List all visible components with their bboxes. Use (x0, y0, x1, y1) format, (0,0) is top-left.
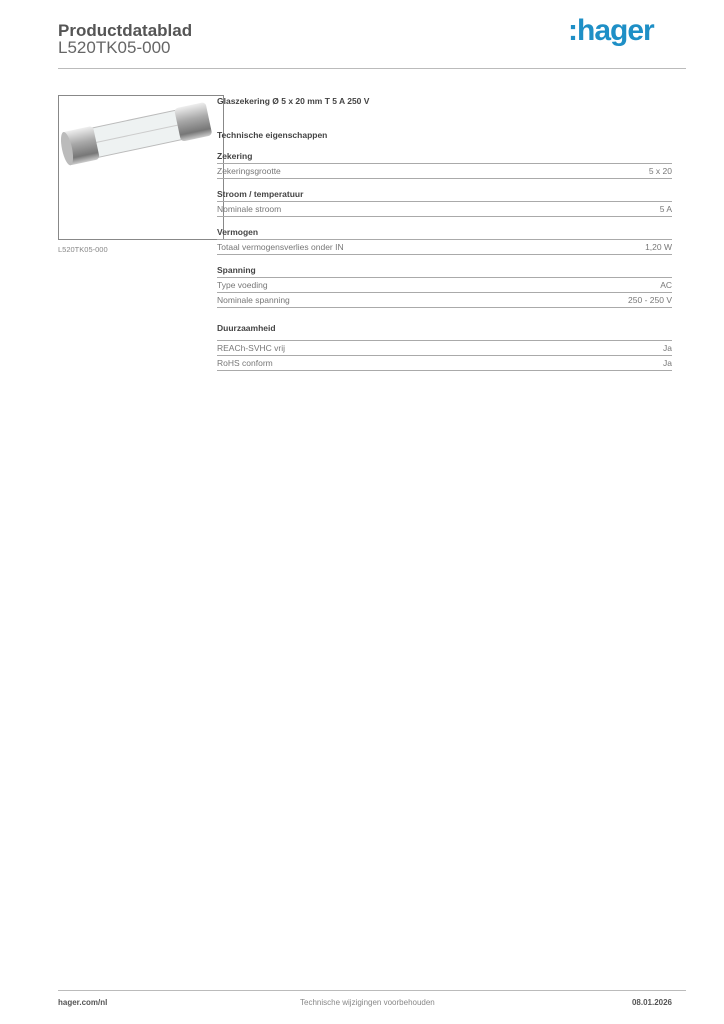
footer-divider (58, 990, 686, 991)
spec-row (217, 341, 672, 356)
spec-value: 5 A (659, 204, 672, 214)
product-image (58, 95, 224, 240)
spec-label: REACh-SVHC vrij (217, 343, 286, 353)
spec-section (217, 264, 672, 308)
technical-properties-title: Technische eigenschappen (217, 130, 328, 140)
section-title: Zekering (217, 150, 672, 164)
spec-section (217, 322, 672, 371)
section-title: Vermogen (217, 226, 672, 240)
spec-row (217, 356, 672, 371)
header-divider (58, 68, 686, 69)
spec-label: Nominale spanning (217, 295, 290, 305)
spec-row (217, 164, 672, 179)
product-code: L520TK05-000 (58, 38, 171, 57)
spec-row (217, 293, 672, 308)
spec-row (217, 278, 672, 293)
spec-label: Zekeringsgrootte (217, 166, 281, 176)
specifications (217, 96, 672, 371)
logo-text: hager (577, 14, 654, 47)
page-title: Productdatablad (58, 21, 193, 40)
section-title: Duurzaamheid (217, 322, 672, 341)
spec-value: Ja (663, 358, 672, 368)
footer-notice: Technische wijzigingen voorbehouden (300, 998, 435, 1007)
spec-value: 1,20 W (645, 242, 672, 252)
spec-section (217, 150, 672, 179)
footer-website[interactable]: hager.com/nl (58, 998, 108, 1007)
spec-section (217, 188, 672, 217)
spec-label: Totaal vermogensverlies onder IN (217, 242, 344, 252)
section-title: Stroom / temperatuur (217, 188, 672, 202)
image-caption: L520TK05-000 (58, 245, 108, 254)
glass-fuse-icon (59, 96, 223, 239)
spec-value: Ja (663, 343, 672, 353)
spec-row (217, 202, 672, 217)
spec-section (217, 226, 672, 255)
spec-row (217, 240, 672, 255)
spec-value: 5 x 20 (648, 166, 672, 176)
product-headline: Glaszekering Ø 5 x 20 mm T 5 A 250 V (217, 96, 370, 106)
section-title: Spanning (217, 264, 672, 278)
spec-value: 250 - 250 V (628, 295, 672, 305)
footer-date: 08.01.2026 (631, 998, 672, 1007)
spec-label: Nominale stroom (217, 204, 282, 214)
spec-label: Type voeding (217, 280, 268, 290)
spec-value: AC (660, 280, 672, 290)
hager-logo: :hager (568, 14, 654, 47)
spec-label: RoHS conform (217, 358, 273, 368)
